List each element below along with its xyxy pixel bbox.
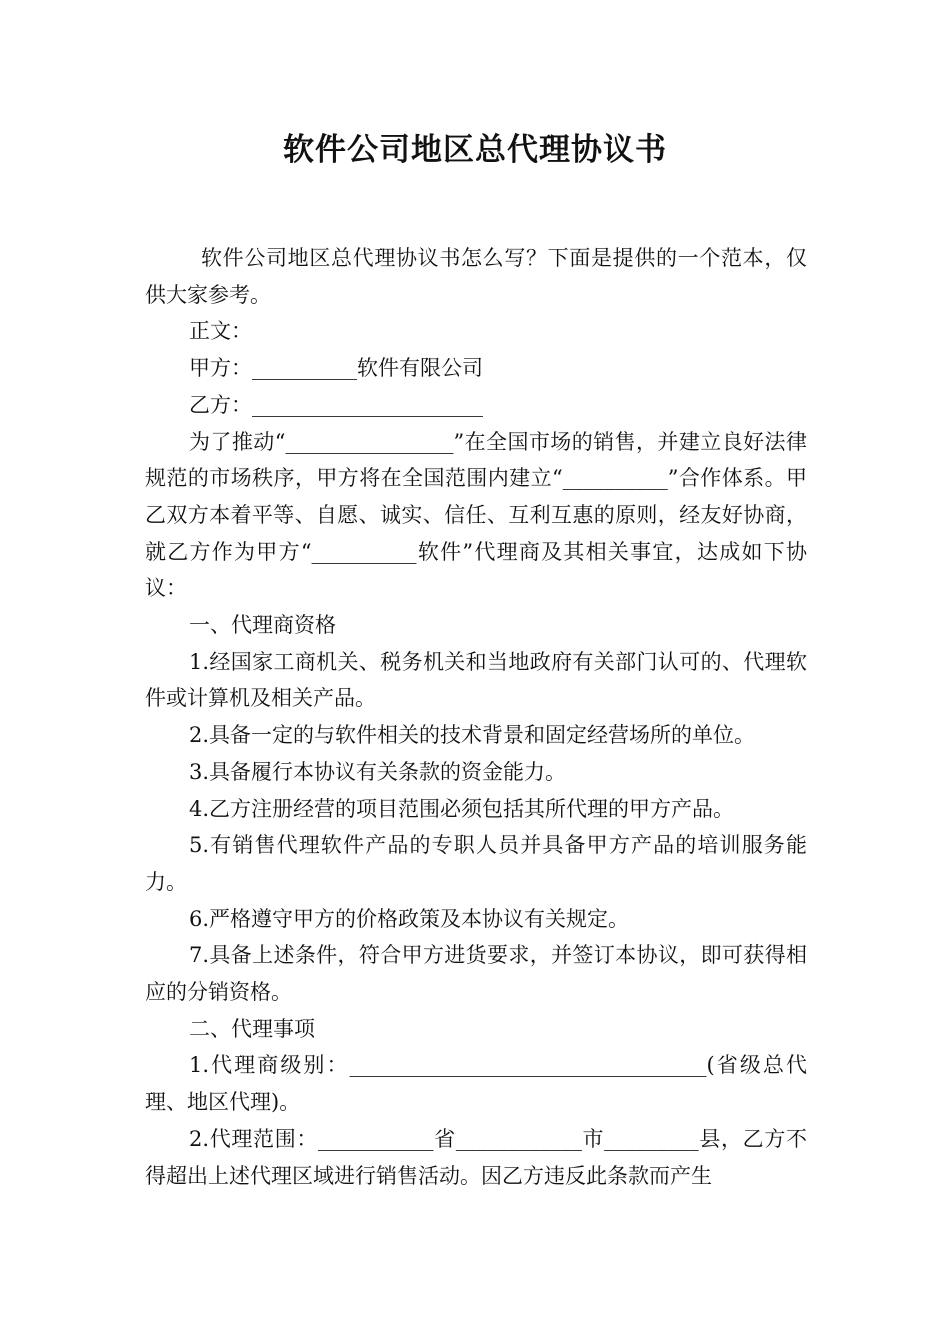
clause-item: 5.有销售代理软件产品的专职人员并具备甲方产品的培训服务能力。 bbox=[145, 833, 807, 894]
clause-item: 6.严格遵守甲方的价格政策及本协议有关规定。 bbox=[189, 906, 630, 931]
section-heading-qualification: 一、代理商资格 bbox=[189, 613, 336, 638]
party-b-line: 乙方：______________________ bbox=[189, 392, 483, 417]
clause-item: 2.代理范围：___________省____________市_________县，乙方不得超出上述代理区域进行销售活动。因乙方违反此条款而产生 bbox=[145, 1126, 807, 1188]
document-body bbox=[145, 240, 807, 1194]
preamble-paragraph: 为了推动“________________”在全国市场的销售，并建立良好法律规范的市场秩序，甲方将在全国范围内建立“__________”合作体系。甲乙双方本着平等、自愿、诚实、信任、互利互惠的原则，经友好协商，就乙方作为甲方“__________软件”代理商及其相关事宜，达成如下协议： bbox=[145, 429, 807, 601]
document-title: 软件公司地区总代理协议书 bbox=[283, 132, 667, 168]
clause-item: 1.代理商级别：__________________________________(省级总代理、地区代理)。 bbox=[145, 1053, 807, 1115]
body-label: 正文： bbox=[189, 319, 252, 344]
clause-item: 2.具备一定的与软件相关的技术背景和固定经营场所的单位。 bbox=[189, 723, 756, 748]
intro-paragraph: 软件公司地区总代理协议书怎么写？下面是提供的一个范本，仅供大家参考。 bbox=[145, 246, 807, 307]
section-heading-agency-matters: 二、代理事项 bbox=[189, 1016, 315, 1041]
clause-item: 7.具备上述条件，符合甲方进货要求，并签订本协议，即可获得相应的分销资格。 bbox=[145, 943, 807, 1005]
clause-item: 1.经国家工商机关、税务机关和当地政府有关部门认可的、代理软件或计算机及相关产品。 bbox=[145, 649, 807, 711]
clause-item: 3.具备履行本协议有关条款的资金能力。 bbox=[189, 759, 567, 784]
clause-item: 4.乙方注册经营的项目范围必须包括其所代理的甲方产品。 bbox=[189, 796, 735, 821]
party-a-line: 甲方：__________软件有限公司 bbox=[189, 356, 483, 381]
